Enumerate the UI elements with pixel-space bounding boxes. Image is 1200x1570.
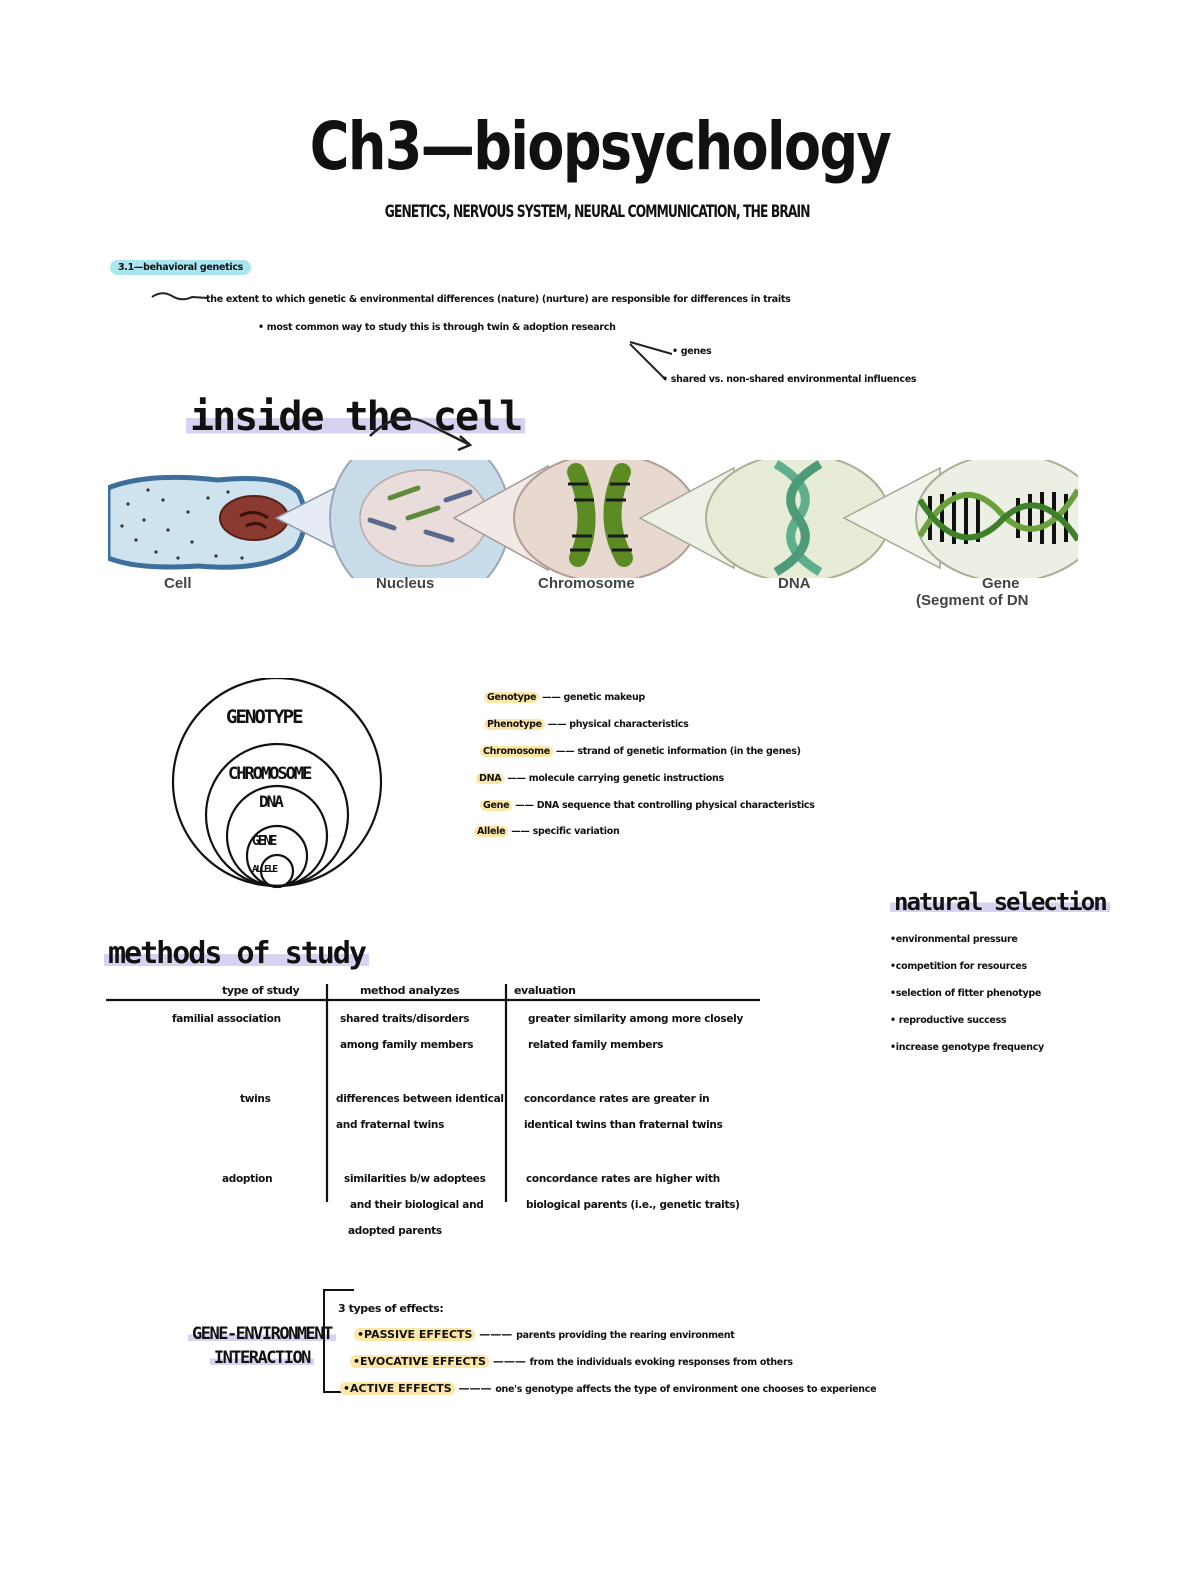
effect-row: •PASSIVE EFFECTS ——— parents providing the rearing environment <box>354 1328 735 1341</box>
definition-term: Chromosome <box>480 746 553 757</box>
definition-row: Phenotype —— physical characteristics <box>484 719 688 730</box>
gene-env-label <box>188 1322 336 1370</box>
natural-selection-item: •selection of fitter phenotype <box>890 988 1042 999</box>
branch-environment: • shared vs. non-shared environmental influences <box>662 374 917 385</box>
definition-text: specific variation <box>532 826 620 837</box>
definition-row: Allele —— specific variation <box>474 826 619 837</box>
definition-row: Chromosome —— strand of genetic information (in the genes) <box>480 746 801 757</box>
definition-text: molecule carrying genetic instructions <box>528 773 724 784</box>
natural-selection-item: •environmental pressure <box>890 934 1018 945</box>
page-title: Ch3—biopsychology <box>309 108 891 185</box>
circle-label-gene: GENE <box>252 834 276 849</box>
definition-term: DNA <box>476 773 504 784</box>
branch-genes: • genes <box>672 346 712 357</box>
methods-cell-evaluation: concordance rates are higher with biological parents (i.e., genetic traits) <box>526 1173 740 1211</box>
methods-cell-method: differences between identical and fraternal twins <box>336 1093 504 1131</box>
effect-name: •EVOCATIVE EFFECTS <box>350 1355 489 1368</box>
definition-term: Phenotype <box>484 719 545 730</box>
cell-illustration <box>108 460 1078 578</box>
definition-text: DNA sequence that controlling physical characteristics <box>536 800 815 811</box>
section-tag <box>110 262 251 273</box>
label-gene-sub: (Segment of DN <box>916 592 1029 609</box>
methods-heading-text: methods of study <box>104 936 369 971</box>
definition-text: physical characteristics <box>569 719 689 730</box>
methods-cell-evaluation: concordance rates are greater in identical twins than fraternal twins <box>524 1093 723 1131</box>
effect-name: •PASSIVE EFFECTS <box>354 1328 475 1341</box>
methods-cell-method: shared traits/disorders among family members <box>340 1013 474 1051</box>
definition-row: Gene —— DNA sequence that controlling physical characteristics <box>480 800 815 811</box>
section-tag-label: 3.1—behavioral genetics <box>110 260 251 275</box>
genetics-line-1: the extent to which genetic & environmental differences (nature) (nurture) are responsible for differences in traits <box>206 294 791 305</box>
natural-selection-item: •competition for resources <box>890 961 1027 972</box>
circle-label-chromosome: CHROMOSOME <box>228 764 311 784</box>
genetics-line-2: • most common way to study this is through twin & adoption research <box>258 322 616 333</box>
curved-arrow <box>366 408 478 454</box>
effect-row: •EVOCATIVE EFFECTS ——— from the individuals evoking responses from others <box>350 1355 793 1368</box>
natural-selection-heading-text: natural selection <box>890 888 1110 916</box>
methods-cell-evaluation: greater similarity among more closely related family members <box>528 1013 743 1051</box>
squiggle-arrow-1 <box>150 290 210 304</box>
methods-cell-type: familial association <box>172 1013 281 1025</box>
definition-row: Genotype —— genetic makeup <box>484 692 645 703</box>
natural-selection-item: • reproductive success <box>890 1015 1007 1026</box>
definition-row: DNA —— molecule carrying genetic instructions <box>476 773 724 784</box>
gene-env-intro: 3 types of effects: <box>338 1302 444 1315</box>
natural-selection-item: •increase genotype frequency <box>890 1042 1044 1053</box>
effect-desc: from the individuals evoking responses from others <box>529 1357 793 1368</box>
label-nucleus: Nucleus <box>376 575 435 592</box>
methods-cell-type: twins <box>240 1093 271 1105</box>
circle-label-allele: ALLELE <box>252 864 277 875</box>
methods-cell-type: adoption <box>222 1173 273 1185</box>
label-gene: Gene <box>982 575 1020 592</box>
definition-term: Allele <box>474 826 508 837</box>
label-cell: Cell <box>164 575 192 592</box>
effect-row: •ACTIVE EFFECTS ——— one's genotype affects the type of environment one chooses to experience <box>340 1382 876 1395</box>
page-subtitle: GENETICS, NERVOUS SYSTEM, NEURAL COMMUNICATION, THE BRAIN <box>384 202 810 222</box>
inside-cell-heading-text: inside the cell <box>186 394 525 440</box>
definition-text: genetic makeup <box>563 692 645 703</box>
effect-name: •ACTIVE EFFECTS <box>340 1382 455 1395</box>
definition-term: Genotype <box>484 692 539 703</box>
methods-col-header: type of study <box>222 984 300 997</box>
methods-col-header: method analyzes <box>360 984 460 997</box>
methods-heading <box>104 936 369 971</box>
circle-label-genotype: GENOTYPE <box>226 706 302 728</box>
methods-cell-method: similarities b/w adoptees and their biological and adopted parents <box>344 1173 486 1237</box>
natural-selection-heading <box>890 888 1110 916</box>
gene-env-label-line2: INTERACTION <box>210 1348 314 1368</box>
gene-env-label-line1: GENE-ENVIRONMENT <box>188 1324 336 1344</box>
circle-label-dna: DNA <box>259 792 282 811</box>
effect-desc: parents providing the rearing environment <box>516 1330 735 1341</box>
methods-col-header: evaluation <box>514 984 576 997</box>
label-chromosome: Chromosome <box>538 575 635 592</box>
definition-term: Gene <box>480 800 512 811</box>
definition-text: strand of genetic information (in the genes) <box>577 746 801 757</box>
label-dna: DNA <box>778 575 811 592</box>
effect-desc: one's genotype affects the type of environment one chooses to experience <box>495 1384 877 1395</box>
